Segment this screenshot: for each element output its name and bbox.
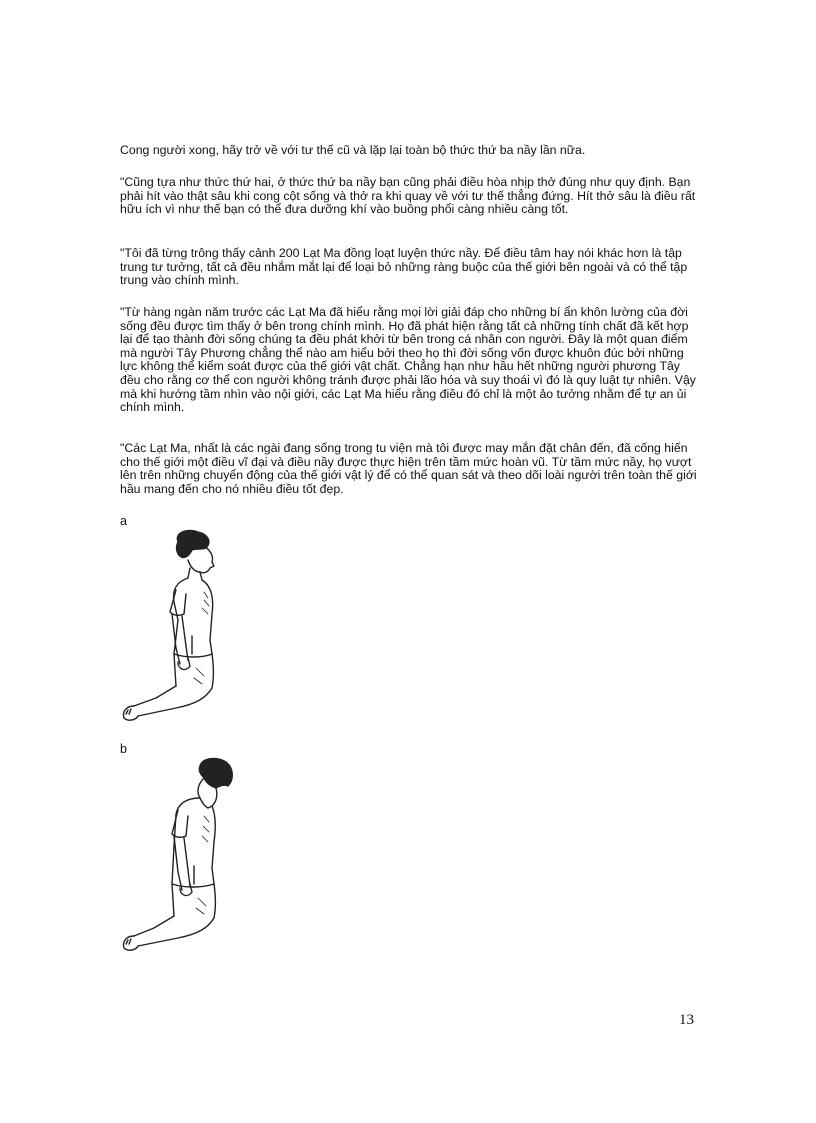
page-number: 13 [679,1012,694,1028]
kneeling-head-bowed-figure-icon [116,756,236,956]
figure-a-label: a [120,514,127,528]
kneeling-upright-figure-icon [116,528,236,728]
paragraph-2: "Cũng tựa như thức thứ hai, ở thức thứ ba nầy bạn cũng phải điều hòa nhịp thở đúng như quy định. Bạn phải hít vào thật sâu khi cong cột sống và thở ra khi quay về với tư thế thẳng đứng. Hít thở sâu là điều rất hữu ích vì như thế bạn có thể đưa dưỡng khí vào buồng phổi càng nhiều càng tốt. [120,175,696,217]
paragraph-1: Cong người xong, hãy trở về với tư thế cũ và lặp lại toàn bộ thức thứ ba nầy lần nữa. [120,143,586,157]
figure-b-label: b [120,742,127,756]
paragraph-5: "Các Lạt Ma, nhất là các ngài đang sống trong tu viện mà tôi được may mắn đặt chân đến, đã cống hiến cho thế giới một điều vĩ đại và điều nầy được thực hiện trên tầm mức hoàn vũ. Từ tầm mức nầy, họ vượt lên trên những chuyển động của thế giới vật lý để có thể quan sát và theo dõi loài người trên toàn thế giới hầu mang đến cho nó nhiều điều tốt đẹp. [120,441,697,496]
paragraph-3: "Tôi đã từng trông thấy cảnh 200 Lạt Ma đồng loạt luyện thức nầy. Để điều tâm hay nói khác hơn là tập trung tư tưởng, tất cả đều nhắm mắt lại để loại bỏ những ràng buộc của thế giới bên ngoài và có thể tập trung vào chính mình. [120,246,688,288]
paragraph-4: "Từ hàng ngàn năm trước các Lạt Ma đã hiểu rằng mọi lời giải đáp cho những bí ẩn khôn lường của đời sống đều được tìm thấy ở bên trong chính mình. Họ đã phát hiện rằng tất cả những tính chất đã kết hợp lại để tạo thành đời sống chúng ta đều phát khởi từ bên trong cá nhân con người. Đây là một quan điểm mà người Tây Phương chẳng thể nào am hiểu bởi theo họ thì đời sống vốn được khuôn đúc bởi những lực không thể kiểm soát được của thế giới vật chất. Chẳng hạn như hầu hết những người phương Tây đều cho rằng cơ thể con người không tránh được phải lão hóa và suy thoái vì đó là quy luật tự nhiên. Vậy mà khi hướng tầm nhìn vào nội giới, các Lạt Ma hiểu rằng điều đó chỉ là một ảo tưởng nhằm để tự an ủi chính mình. [120,305,696,415]
